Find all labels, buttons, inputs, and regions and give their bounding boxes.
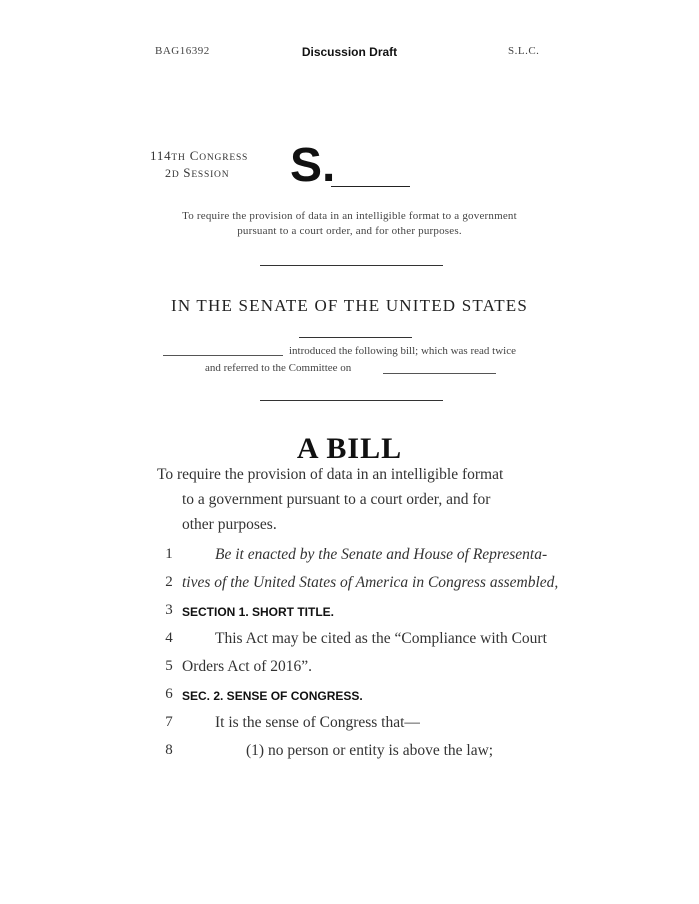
section-1-heading: SECTION 1. SHORT TITLE. <box>182 605 335 619</box>
short-title-line-1: This Act may be cited as the “Compliance with Court <box>215 630 547 647</box>
caption-purpose-line-1: To require the provision of data in an intelligible format to a government <box>182 210 517 222</box>
senate-heading: IN THE SENATE OF THE UNITED STATES <box>170 296 529 315</box>
divider-rule <box>260 265 443 266</box>
line-number: 4 <box>165 630 173 646</box>
sponsor-blank <box>163 355 283 356</box>
congress-initial: C <box>189 148 200 163</box>
session-label <box>165 165 229 181</box>
enacting-clause-line-1: Be it enacted by the Senate and House of Representa- <box>215 546 548 563</box>
session-number: 2 <box>165 166 172 180</box>
slc-label: S.L.C. <box>508 45 540 57</box>
line-number: 7 <box>165 714 173 730</box>
bill-letter: S. <box>290 139 336 192</box>
session-initial: S <box>183 165 192 180</box>
congress-word: ONGRESS <box>199 153 249 163</box>
intro-line-2: and referred to the Committee on <box>205 362 352 374</box>
line-number: 8 <box>165 742 173 758</box>
short-divider-rule <box>299 337 412 338</box>
section-2-heading: SEC. 2. SENSE OF CONGRESS. <box>182 689 363 703</box>
bill-title: A BILL <box>296 432 403 465</box>
intro-line-1: introduced the following bill; which was read twice <box>289 345 516 357</box>
bill-purpose-line-1: To require the provision of data in an intelligible format <box>157 466 504 483</box>
line-number: 5 <box>165 658 173 674</box>
enacting-clause-line-2: tives of the United States of America in Congress assembled, <box>182 574 559 591</box>
committee-blank <box>383 373 496 374</box>
short-title-line-2: Orders Act of 2016”. <box>182 658 312 675</box>
session-word: ESSION <box>191 170 230 180</box>
session-ordinal: D <box>171 170 180 180</box>
congress-ordinal: TH <box>171 153 186 163</box>
line-number: 6 <box>165 686 173 702</box>
sense-of-congress-line: It is the sense of Congress that— <box>215 714 420 731</box>
document-id: BAG16392 <box>155 45 210 57</box>
line-number: 3 <box>165 602 173 618</box>
congress-number: 114 <box>150 148 172 163</box>
bill-number-blank <box>331 186 410 187</box>
divider-rule-2 <box>260 400 443 401</box>
line-number: 1 <box>165 546 173 562</box>
bill-purpose-line-3: other purposes. <box>182 516 277 533</box>
paragraph-1-line: (1) no person or entity is above the law; <box>246 742 494 759</box>
congress-label <box>150 148 248 164</box>
line-number: 2 <box>165 574 173 590</box>
bill-purpose-line-2: to a government pursuant to a court order, and for <box>182 491 491 508</box>
discussion-draft-label: Discussion Draft <box>301 45 398 59</box>
caption-purpose-line-2: pursuant to a court order, and for other purposes. <box>237 225 462 237</box>
